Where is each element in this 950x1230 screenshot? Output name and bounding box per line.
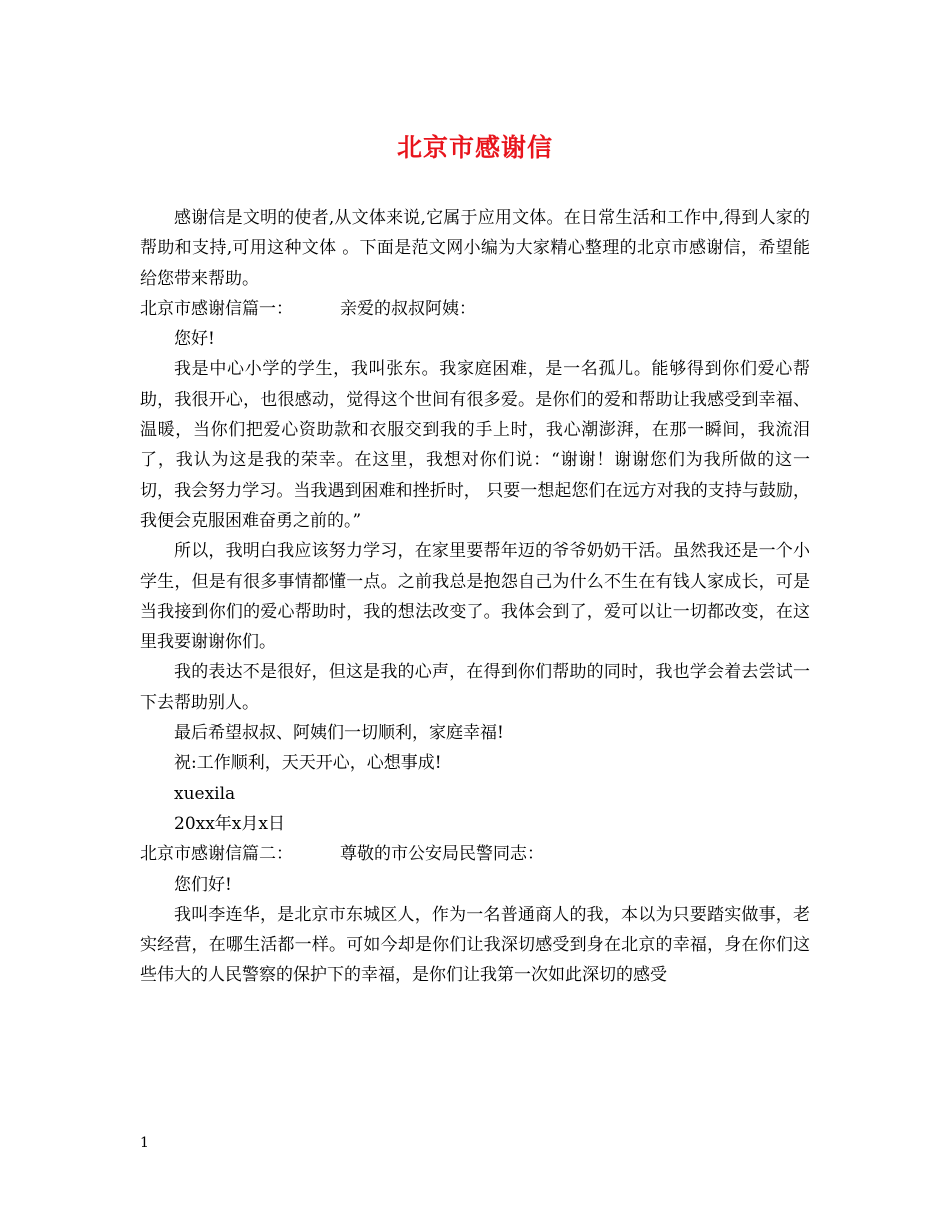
body-paragraph: 我叫李连华，是北京市东城区人，作为一名普通商人的我，本以为只要踏实做事，老实经营，在哪生活都一样。可如今却是你们让我深切感受到身在北京的幸福，身在你们这些伟大的人民警察的保护下的幸福，是你们让我第一次如此深切的感受 [140, 904, 810, 986]
body-paragraph: 最后希望叔叔、阿姨们一切顺利，家庭幸福! [174, 723, 504, 744]
body-paragraph: 我的表达不是很好，但这是我的心声，在得到你们帮助的同时，我也学会着去尝试一下去帮助别人。 [140, 662, 810, 713]
body-paragraph: 所以，我明白我应该努力学习，在家里要帮年迈的爷爷奶奶干活。虽然我还是一个小学生，但是有很多事情都懂一点。之前我总是抱怨自己为什么不生在有钱人家成长，可是当我接到你们的爱心帮助时，我的想法改变了。我体会到了，爱可以让一切都改变，在这里我要谢谢你们。 [140, 541, 810, 653]
salutation: 亲爱的叔叔阿姨： [340, 298, 476, 319]
letter-date: 20xx年x月x日 [174, 813, 285, 834]
greeting: 您好! [174, 329, 215, 350]
section-label: 北京市感谢信篇二： [140, 844, 293, 865]
document-title: 北京市感谢信 [396, 133, 553, 162]
document-body [140, 203, 810, 991]
salutation: 尊敬的市公安局民警同志： [340, 844, 544, 865]
intro-paragraph: 感谢信是文明的使者,从文体来说,它属于应用文体。在日常生活和工作中,得到人家的帮助和支持,可用这种文体 。下面是范文网小编为大家精心整理的北京市感谢信，希望能给您带来帮助。 [140, 208, 810, 289]
section-heading [140, 294, 810, 324]
section-label: 北京市感谢信篇一： [140, 298, 293, 319]
page-number: 1 [140, 1135, 149, 1151]
signature: xuexila [174, 783, 236, 804]
section-heading [140, 839, 810, 869]
wish-line: 祝:工作顺利，天天开心，心想事成! [174, 753, 442, 774]
greeting: 您们好! [174, 874, 232, 895]
body-paragraph: 我是中心小学的学生，我叫张东。我家庭困难，是一名孤儿。能够得到你们爱心帮助，我很开心，也很感动，觉得这个世间有很多爱。是你们的爱和帮助让我感受到幸福、温暖，当你们把爱心资助款和衣服交到我的手上时，我心潮澎湃，在那一瞬间，我流泪了，我认为这是我的荣幸。在这里，我想对你们说：“谢谢！谢谢您们为我所做的这一切，我会努力学习。当我遇到困难和挫折时， 只要一想起您们在远方对我的支持与鼓励，我便会克服困难奋勇之前的。” [140, 359, 810, 531]
